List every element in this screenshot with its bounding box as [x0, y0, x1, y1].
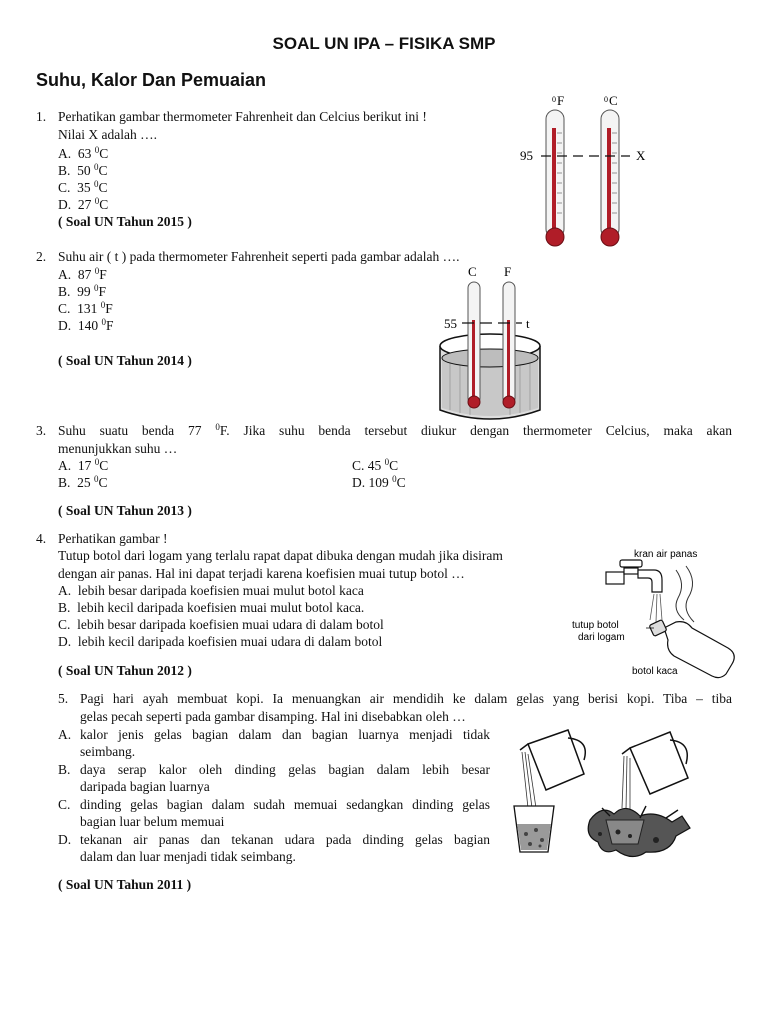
q3-number: 3. — [36, 423, 47, 438]
q2-label-c: C — [468, 264, 477, 279]
left-jug — [520, 730, 585, 790]
q4-text-line-3: dengan air panas. Hal ini dapat terjadi karena koefisien muai tutup botol … — [58, 566, 465, 581]
q3-source: ( Soal UN Tahun 2013 ) — [58, 503, 192, 518]
q4-text-line-1: Perhatikan gambar ! — [58, 531, 168, 546]
svg-text:F: F — [557, 93, 565, 108]
q2-label-f: F — [504, 264, 512, 279]
q2-mark-55: 55 — [444, 316, 457, 331]
q2-option-c[interactable]: C. 131 $^0$F — [58, 300, 113, 316]
q3-option-a[interactable]: A. 17 $^0$C — [58, 457, 109, 473]
q1-option-a[interactable]: A. 63 $^0$C — [58, 145, 109, 161]
q3-option-b[interactable]: B. 25 $^0$C — [58, 474, 108, 490]
q5-number: 5. — [58, 691, 69, 706]
q1-option-b[interactable]: B. 50 $^0$C — [58, 162, 108, 178]
q5-source: ( Soal UN Tahun 2011 ) — [58, 877, 192, 892]
svg-text:C: C — [609, 93, 618, 108]
q2-fahrenheit-thermometer — [503, 282, 515, 408]
q3-text-line-1: Suhu suatu benda 77 $^0$F. Jika suhu benda tersebut diukur dengan thermometer Celcius, maka akan — [58, 422, 732, 438]
q1-source: ( Soal UN Tahun 2015 ) — [58, 214, 192, 229]
q4-option-d[interactable]: D. lebih kecil daripada koefisien muai udara di dalam botol — [58, 634, 383, 649]
q4-label-botol: botol kaca — [632, 666, 678, 677]
q1-label-f — [552, 93, 564, 108]
q2-celsius-thermometer — [468, 282, 480, 408]
q4-label-tutup-1: tutup botol — [572, 620, 619, 631]
steam-icon — [676, 566, 694, 622]
q2-option-d[interactable]: D. 140 $^0$F — [58, 317, 114, 333]
q2-option-b[interactable]: B. 99 $^0$F — [58, 283, 107, 299]
q1-mark-95: 95 — [520, 148, 533, 163]
q5-text-line-2: gelas pecah seperti pada gambar disamping. Hal ini disebabkan oleh … — [80, 709, 466, 724]
svg-text:0: 0 — [604, 95, 608, 104]
q1-text-line-2: Nilai X adalah …. — [58, 127, 157, 142]
q1-mark-x: X — [636, 148, 646, 163]
right-pour — [622, 756, 630, 810]
q2-text: Suhu air ( t ) pada thermometer Fahrenheit seperti pada gambar adalah …. — [58, 249, 460, 264]
q2-number: 2. — [36, 249, 47, 264]
q2-source: ( Soal UN Tahun 2014 ) — [58, 353, 192, 368]
q1-number: 1. — [36, 109, 47, 124]
coffee-glass — [514, 806, 554, 852]
q1-text-line-1: Perhatikan gambar thermometer Fahrenheit dan Celcius berikut ini ! — [58, 109, 427, 124]
water-stream — [650, 594, 662, 622]
section-heading: Suhu, Kalor Dan Pemuaian — [36, 70, 267, 90]
page-title: SOAL UN IPA – FISIKA SMP — [272, 34, 496, 53]
fahrenheit-thermometer — [546, 110, 564, 246]
q2-option-a[interactable]: A. 87 $^0$F — [58, 266, 107, 282]
q2-mark-t: t — [526, 316, 530, 331]
q4-number: 4. — [36, 531, 47, 546]
q1-option-d[interactable]: D. 27 $^0$C — [58, 196, 109, 212]
q4-option-b[interactable]: B. lebih kecil daripada koefisien muai mulut botol kaca. — [58, 600, 365, 615]
q3-option-d[interactable]: D. 109 $^0$C — [352, 474, 406, 490]
broken-glass — [588, 806, 690, 857]
tap — [606, 560, 662, 592]
right-jug — [622, 732, 688, 794]
q1-option-c[interactable]: C. 35 $^0$C — [58, 179, 108, 195]
q4-source: ( Soal UN Tahun 2012 ) — [58, 663, 192, 678]
q3-option-c[interactable]: C. 45 $^0$C — [352, 457, 399, 473]
q5-broken-glass-figure — [506, 724, 706, 864]
q4-bottle-figure — [568, 540, 740, 680]
q1-thermometers-figure — [508, 88, 658, 254]
q4-label-kran: kran air panas — [634, 549, 698, 560]
q4-option-a[interactable]: A. lebih besar daripada koefisien muai mulut botol kaca — [58, 583, 364, 598]
q4-text-line-2: Tutup botol dari logam yang terlalu rapat dapat dibuka dengan mudah jika disiram — [58, 548, 503, 563]
q3-text-line-2: menunjukkan suhu … — [58, 441, 178, 456]
celsius-thermometer — [601, 110, 619, 246]
q2-beaker-figure — [430, 260, 560, 428]
beaker — [440, 334, 540, 419]
q1-label-c — [604, 93, 618, 108]
q5-text-line-1: Pagi hari ayah membuat kopi. Ia menuangkan air mendidih ke dalam gelas yang berisi kopi. Tiba – tiba — [80, 691, 732, 706]
q4-label-tutup-2: dari logam — [578, 632, 625, 643]
q4-option-c[interactable]: C. lebih besar daripada koefisien muai udara di dalam botol — [58, 617, 384, 632]
svg-text:0: 0 — [552, 95, 556, 104]
